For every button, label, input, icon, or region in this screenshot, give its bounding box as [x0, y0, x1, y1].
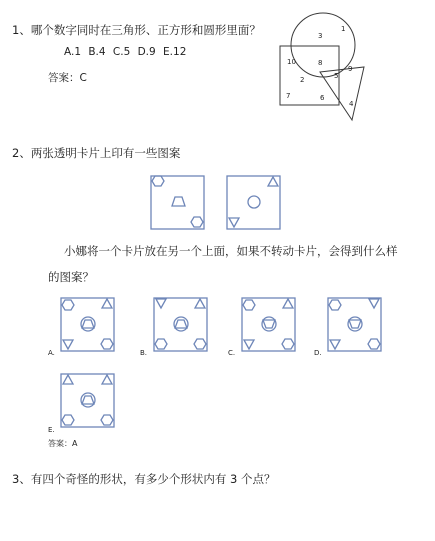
option-b-card [153, 296, 213, 356]
venn-circle [291, 13, 355, 77]
option-c-label: C. [228, 349, 236, 357]
venn-number: 2 [300, 76, 305, 84]
venn-number: 10 [287, 58, 296, 66]
venn-number: 9 [348, 65, 353, 73]
hexagon-icon [152, 176, 164, 186]
card-2 [226, 174, 286, 234]
hexagon-icon [191, 217, 203, 227]
option-a-label: A. [48, 349, 55, 357]
question-2-paragraph-line-1: 小娜将一个卡片放在另一个上面，如果不转动卡片，会得到什么样 [64, 244, 398, 258]
option-a-card [60, 296, 120, 356]
venn-number: 3 [318, 32, 323, 40]
question-2-answer: 答案：A [48, 439, 78, 448]
venn-triangle [320, 67, 364, 120]
venn-number: 1 [341, 25, 346, 33]
venn-figure [270, 12, 380, 132]
option-e-label: E. [48, 426, 55, 434]
question-3-text: 3、有四个奇怪的形状，有多少个形状内有 3 个点？ [12, 472, 276, 486]
circle-icon [248, 196, 260, 208]
card-1 [150, 174, 210, 234]
option-e-card [60, 372, 120, 432]
option-d-label: D. [314, 349, 322, 357]
option-c-card [241, 296, 301, 356]
question-1-answer: 答案：C [48, 72, 87, 84]
venn-number: 7 [286, 92, 291, 100]
venn-number: 4 [349, 100, 354, 108]
venn-number: 5 [334, 72, 339, 80]
question-1-options: A.1 B.4 C.5 D.9 E.12 [64, 46, 187, 58]
option-b-label: B. [140, 349, 148, 357]
question-2-text: 2、两张透明卡片上印有一些图案 [12, 146, 181, 160]
triangle-down-icon [229, 218, 239, 227]
option-d-card [327, 296, 387, 356]
triangle-up-icon [268, 177, 278, 186]
question-1-text: 1、哪个数字同时在三角形、正方形和圆形里面？ [12, 23, 261, 37]
trapezoid-icon [172, 197, 185, 206]
question-2-paragraph-line-2: 的图案？ [48, 270, 94, 284]
venn-number: 6 [320, 94, 325, 102]
venn-number: 8 [318, 59, 323, 67]
